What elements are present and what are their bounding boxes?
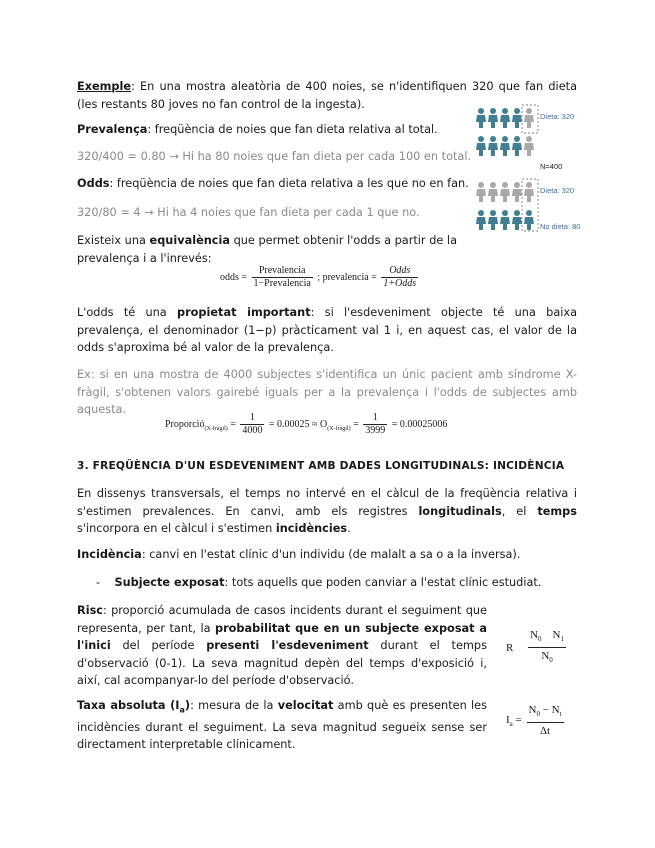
rate-f-eq: = xyxy=(512,714,525,726)
bullet-label: Subjecte exposat xyxy=(114,576,225,589)
formula-odds-num: Odds xyxy=(381,265,418,278)
risk-frac xyxy=(528,628,566,668)
prevalence-example: 320/400 = 0.80 → Hi ha 80 noies que fan dieta per cada 100 en total. xyxy=(77,150,472,163)
xf-prop-sub: (X-fràgil) xyxy=(204,425,228,432)
bullet-dash: - xyxy=(96,576,101,589)
rate-f-num-sub1: t xyxy=(559,710,562,719)
odds-example: 320/80 = 4 → Hi ha 4 noies que fan dieta per cada 1 que no. xyxy=(77,206,420,219)
incidence-text: : canvi en l'estat clínic d'un individu (de malalt a sa o a la inversa). xyxy=(141,548,521,561)
intro-end: . xyxy=(347,522,351,535)
risk-t1: : proporció acumulada de casos incidents durant el seguiment que representa, per tant, la xyxy=(77,604,487,635)
formula-prev-den: 1−Prevalencia xyxy=(253,278,311,289)
xf-d2: 3999 xyxy=(365,425,386,436)
rate-f-i-sub: a xyxy=(509,720,513,729)
formula-odds-fraction xyxy=(381,265,418,290)
xf-n1: 1 xyxy=(240,412,264,425)
equivalence-paragraph xyxy=(77,232,457,267)
formula-odds-den: 1+Odds xyxy=(383,278,417,289)
xf-prop: Proporció xyxy=(165,418,205,430)
rate-label: Taxa absoluta (I xyxy=(77,699,180,712)
people-figure xyxy=(470,100,590,240)
intro-bold-incidencies: incidències xyxy=(275,522,348,535)
risk-f-n1: N xyxy=(552,629,561,641)
formula-prev-fraction xyxy=(252,265,313,290)
property-bold: propietat important xyxy=(177,306,311,319)
intro-pre: En dissenys transversals, el temps no intervé en el càlcul de la freqüència relativa i s'estimen prevalences. En canvi, amb els registres xyxy=(77,487,577,518)
risk-f-den-sub: 0 xyxy=(549,656,553,665)
rate-f-num: N xyxy=(528,704,537,716)
people-pictogram xyxy=(470,100,590,240)
equivalence-bold: equivalència xyxy=(149,234,230,247)
rate-f-den: Δt xyxy=(539,725,551,738)
risk-label: Risc xyxy=(77,604,103,617)
bullet-exposed xyxy=(96,574,576,592)
equivalence-pre: Existeix una xyxy=(77,234,150,247)
xfragil-example: Ex: si en una mostra de 4000 subjectes s'identifica un únic pacient amb síndrome X-fràgil, s'obtenen valors gairebé iguals per a la prevalença i l'odds de subjectes amb aquesta. xyxy=(77,368,577,416)
xf-n2: 1 xyxy=(363,412,387,425)
incidence-definition xyxy=(77,546,577,564)
risk-f-n0-sub: 0 xyxy=(538,635,542,644)
rate-t2: amb què es presenten les incidències durant el seguiment. La seva magnitud segueix sense ser directament interpretable clínicament. xyxy=(77,699,488,752)
rate-b1: velocitat xyxy=(277,699,334,712)
rate-paragraph xyxy=(77,697,487,754)
xf-d1: 4000 xyxy=(242,425,263,436)
incidence-label: Incidència xyxy=(77,548,142,561)
xf-eq: = xyxy=(230,418,236,430)
risk-formula xyxy=(506,628,568,668)
rate-f-i: I xyxy=(506,714,510,726)
rate-f-num-mid: − N xyxy=(539,704,560,716)
prevalence-text: : freqüència de noies que fan dieta relativa al total. xyxy=(147,123,438,136)
formula-odds-label: odds = xyxy=(220,271,248,283)
xf-v2: = 0.00025006 xyxy=(391,418,448,430)
odds-label: Odds xyxy=(77,177,110,190)
equivalence-post: que permet obtenir l'odds a partir de la prevalença i a l'inrevés: xyxy=(77,234,457,265)
xf-frac-2 xyxy=(363,412,387,437)
xf-frac-1 xyxy=(240,412,264,437)
property-post: : si l'esdeveniment objecte té una baixa prevalença, el denominador (1−p) pràcticament val 1 i, en aquest cas, el valor de la odds s'aproxima bé al valor de la prevalença. xyxy=(77,306,577,354)
intro-mid2: s'incorpora en el càlcul i s'estimen xyxy=(77,522,276,535)
rate-label-end: ) xyxy=(184,699,191,712)
property-pre: L'odds té una xyxy=(77,306,177,319)
intro-mid: , el xyxy=(501,504,538,518)
risk-f-n0: N xyxy=(530,629,539,641)
xf-v1: = 0.00025 ≈ O xyxy=(268,418,328,430)
section-3-heading: 3. FREQÜÈNCIA D'UN ESDEVENIMENT AMB DADES LONGITUDINALS: INCIDÈNCIA xyxy=(77,460,565,472)
risk-b1: probabilitat que en un subjecte exposat a l'inici xyxy=(77,621,487,652)
rate-label-sub: a xyxy=(179,705,185,715)
risk-t2: del període xyxy=(110,639,207,652)
example-text: : En una mostra aleatòria de 400 noies, se n'identifiquen 320 que fan dieta (les restants 80 joves no fan control de la ingesta). xyxy=(77,80,577,111)
formula-prev-label: ; prevalencia = xyxy=(317,271,377,283)
risk-f-r: R xyxy=(506,642,514,655)
prevalence-definition xyxy=(77,121,477,139)
rate-formula xyxy=(506,703,566,739)
example-label: Exemple xyxy=(77,80,132,93)
section-3-intro xyxy=(77,485,577,538)
figure-label-dieta-1: Dieta: 320 xyxy=(540,112,575,121)
property-paragraph xyxy=(77,304,577,357)
intro-bold-temps: temps xyxy=(537,504,577,518)
risk-t3: durant el temps d'observació (0-1). La seva magnitud depèn del temps d'exposició i, així, cal acompanyar-lo del període d'observació. xyxy=(77,639,487,687)
xfragil-formula: Proporció$_{(X-fràgil)}$ = $\frac{1}{4000}$ = $0.00025 \approx O_{(X-fràgil)}$ = $\frac{1}{3999}$ = 0.00025006 xyxy=(165,412,448,436)
figure-label-nodieta: No dieta: 80 xyxy=(540,222,581,231)
equivalence-formula xyxy=(220,265,420,290)
formula-prev-num: Prevalencia xyxy=(252,265,313,278)
bullet-text: : tots aquells que poden canviar a l'estat clínic estudiat. xyxy=(224,576,542,589)
rate-frac xyxy=(527,703,564,739)
prevalence-label: Prevalença xyxy=(77,123,148,136)
risk-paragraph xyxy=(77,602,487,690)
figure-label-dieta-2: Dieta: 320 xyxy=(540,186,575,195)
intro-bold-longitudinals: longitudinals xyxy=(418,504,502,518)
rate-t1: : mesura de la xyxy=(190,699,278,712)
odds-definition xyxy=(77,175,477,193)
risk-f-den: N xyxy=(541,650,550,663)
risk-b2: presenti l'esdeveniment xyxy=(206,639,369,652)
xf-o-sub: (X-fràgil) xyxy=(327,425,351,432)
risk-f-n1-sub: 1 xyxy=(560,635,564,644)
rate-f-num-sub0: 0 xyxy=(536,710,540,719)
odds-text: : freqüència de noies que fan dieta relativa a les que no en fan. xyxy=(109,177,469,190)
figure-label-n: N=400 xyxy=(540,162,563,171)
